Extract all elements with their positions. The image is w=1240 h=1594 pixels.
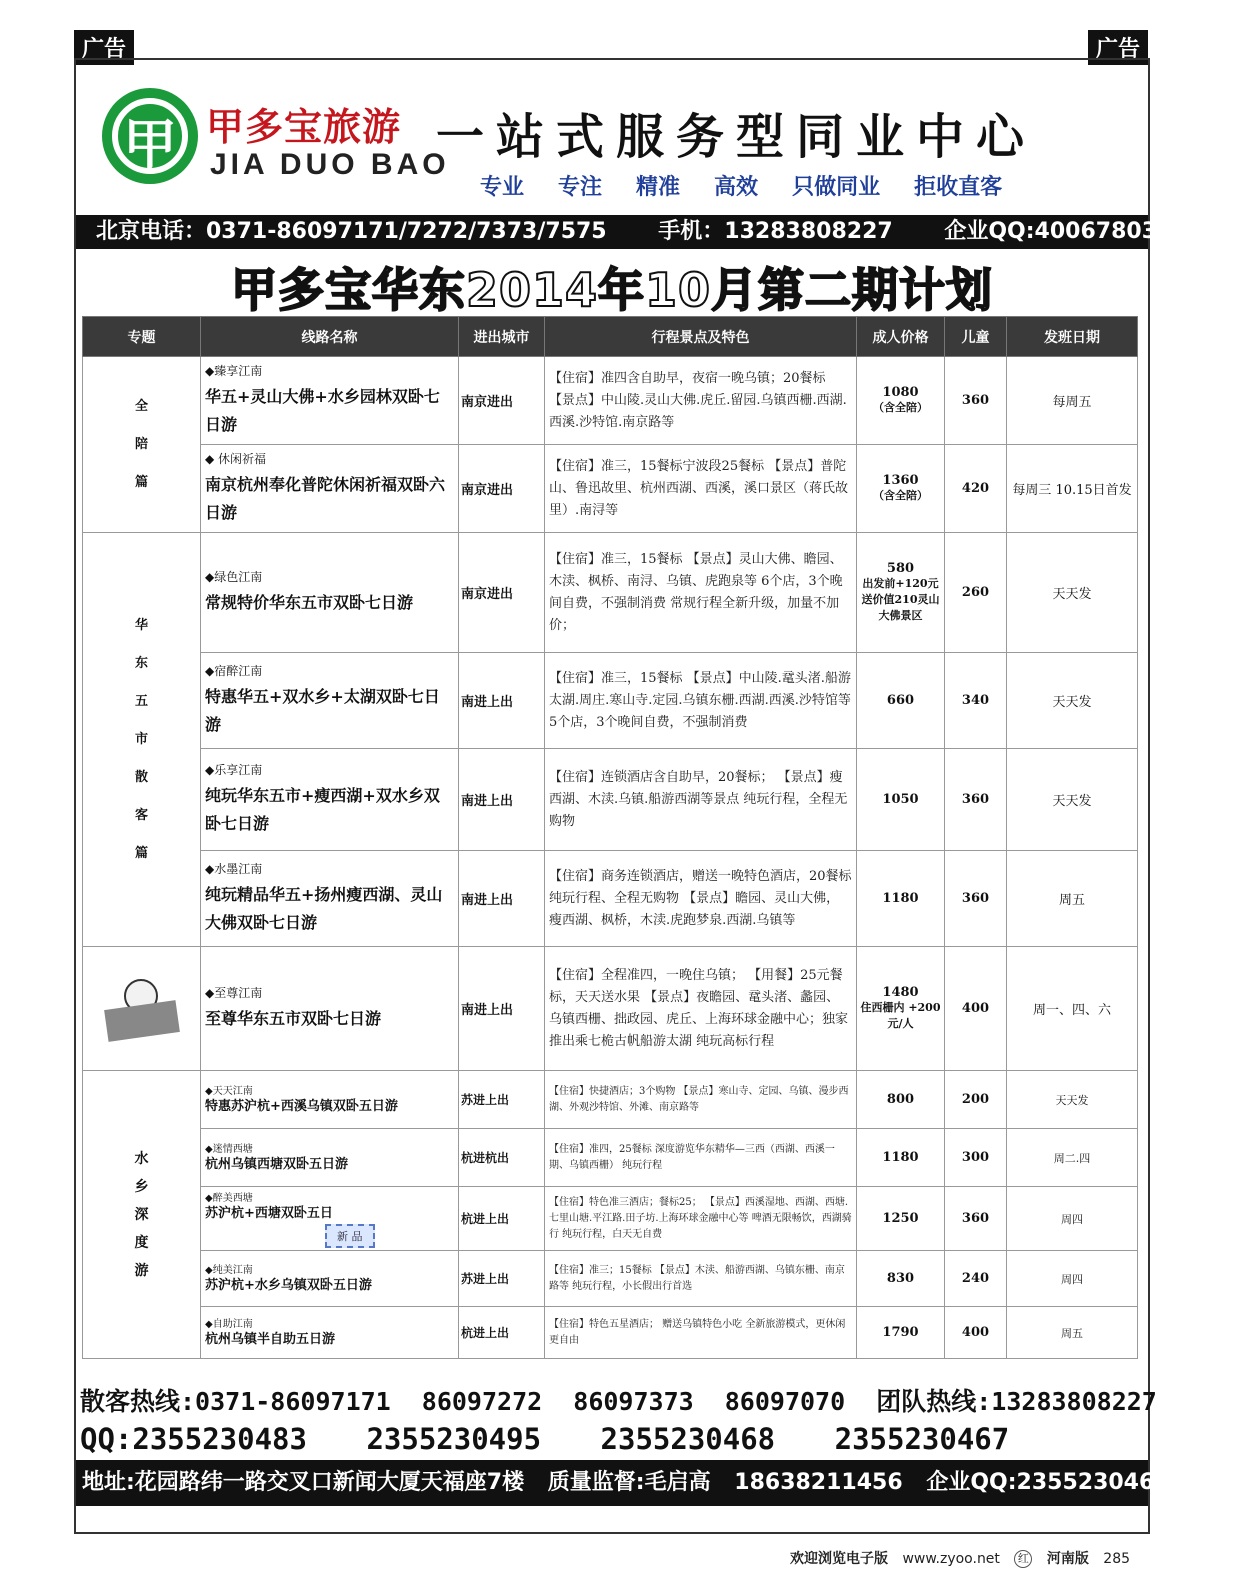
section-label: 水乡深度游 xyxy=(83,1071,201,1359)
city-cell: 杭进杭出 xyxy=(459,1129,545,1187)
page-number: 285 xyxy=(1103,1551,1131,1567)
qq-item: QQ:2355230483 xyxy=(80,1422,307,1456)
tag-item: 专注 xyxy=(558,175,603,200)
route-cell: ◆自助江南 杭州乌镇半自助五日游 xyxy=(201,1307,459,1359)
mascot-cell xyxy=(83,947,201,1071)
itinerary-cell: 【住宿】准四含自助早，夜宿一晚乌镇；20餐标 【景点】中山陵.灵山大佛.虎丘.留园.乌镇西栅.西湖.西溪.沙特馆.南京路等 xyxy=(545,357,857,445)
itinerary-cell: 【住宿】连锁酒店含自助早，20餐标； 【景点】瘦西湖、木渎.乌镇.船游西湖等景点 纯玩行程，全程无购物 xyxy=(545,749,857,851)
footer-url[interactable]: www.zyoo.net xyxy=(902,1551,1000,1567)
itinerary-cell: 【住宿】准三，15餐标 【景点】中山陵.鼋头渚.船游太湖.周庄.寒山寺.定园.乌镇东栅.西湖.西溪.沙特馆等 5个店，3个晚间自费，不强制消费 xyxy=(545,653,857,749)
column-header: 进出城市 xyxy=(459,317,545,357)
table-row xyxy=(83,653,1138,749)
tag-item: 拒收直客 xyxy=(914,175,1003,200)
price-cell: 1360 （含全陪） xyxy=(857,445,945,533)
table-row xyxy=(83,445,1138,533)
child-price-cell: 400 xyxy=(945,1307,1007,1359)
qq-item: 2355230467 xyxy=(834,1422,1010,1456)
column-header: 发班日期 xyxy=(1007,317,1138,357)
table-row xyxy=(83,1307,1138,1359)
price-cell: 1180 xyxy=(857,1129,945,1187)
ad-page xyxy=(74,58,1188,1534)
itinerary-cell: 【住宿】特色五星酒店； 赠送乌镇特色小吃 全新旅游模式，更休闲更自由 xyxy=(545,1307,857,1359)
child-price-cell: 260 xyxy=(945,533,1007,653)
route-cell: ◆ 休闲祈福 南京杭州奉化普陀休闲祈福双卧六日游 xyxy=(201,445,459,533)
child-price-cell: 240 xyxy=(945,1251,1007,1307)
publication-mark-icon: 红 xyxy=(1014,1550,1032,1568)
route-cell: ◆宿醉江南 特惠华五+双水乡+太湖双卧七日游 xyxy=(201,653,459,749)
tag-item: 只做同业 xyxy=(792,175,881,200)
departure-cell: 每周五 xyxy=(1007,357,1138,445)
table-row xyxy=(83,851,1138,947)
section-label: 全陪篇 xyxy=(83,357,201,533)
city-cell: 南进上出 xyxy=(459,653,545,749)
departure-cell: 周五 xyxy=(1007,851,1138,947)
table-row xyxy=(83,1129,1138,1187)
child-price-cell: 360 xyxy=(945,1187,1007,1251)
qq-item: 2355230468 xyxy=(600,1422,776,1456)
city-cell: 苏进上出 xyxy=(459,1071,545,1129)
enterprise-qq: 企业QQ:4006780371 xyxy=(944,219,1188,244)
ad-tag-right: 广告 xyxy=(1088,30,1148,65)
city-cell: 苏进上出 xyxy=(459,1251,545,1307)
tag-item: 精准 xyxy=(636,175,681,200)
route-cell: ◆天天江南 特惠苏沪杭+西溪乌镇双卧五日游 xyxy=(201,1071,459,1129)
price-cell: 830 xyxy=(857,1251,945,1307)
footer-edition: 河南版 xyxy=(1046,1551,1089,1567)
hotline-item: 86097070 xyxy=(724,1387,846,1416)
price-cell: 1480 住西栅内 +200元/人 xyxy=(857,947,945,1071)
supervisor-phone: 18638211456 xyxy=(734,1470,903,1495)
itinerary-cell: 【住宿】快捷酒店；3个购物 【景点】寒山寺、定园、乌镇、漫步西湖、外观沙特馆、外滩、南京路等 xyxy=(545,1071,857,1129)
hotline-item: 散客热线:0371-86097171 xyxy=(80,1387,391,1416)
brand-logo-icon: 甲 xyxy=(102,88,198,184)
hotline-item: 团队热线:13283808227 xyxy=(876,1387,1157,1416)
hotlines xyxy=(80,1382,1157,1456)
route-cell: ◆至尊江南 至尊华东五市双卧七日游 xyxy=(201,947,459,1071)
hotline-item: 86097373 xyxy=(573,1387,694,1416)
route-cell: ◆乐享江南 纯玩华东五市+瘦西湖+双水乡双卧七日游 xyxy=(201,749,459,851)
departure-cell: 天天发 xyxy=(1007,749,1138,851)
ad-tag-left: 广告 xyxy=(74,30,134,65)
child-price-cell: 300 xyxy=(945,1129,1007,1187)
itinerary-cell: 【住宿】准三，15餐标 【景点】灵山大佛、瞻园、木渎、枫桥、南浔、乌镇、虎跑泉等 6个店，3个晚间自费，不强制消费 常规行程全新升级，加量不加价； xyxy=(545,533,857,653)
city-cell: 南京进出 xyxy=(459,445,545,533)
table-row xyxy=(83,357,1138,445)
route-cell: ◆纯美江南 苏沪杭+水乡乌镇双卧五日游 xyxy=(201,1251,459,1307)
mobile-phone: 手机：13283808227 xyxy=(658,219,893,244)
brand-name-en: JIA DUO BAO xyxy=(210,148,450,181)
route-cell: ◆水墨江南 纯玩精品华五+扬州瘦西湖、灵山大佛双卧七日游 xyxy=(201,851,459,947)
city-cell: 南进上出 xyxy=(459,749,545,851)
enterprise-qq-footer: 企业QQ:2355230467 xyxy=(926,1470,1170,1495)
contact-bar xyxy=(76,215,1188,249)
price-cell: 580 出发前+120元送价值210灵山大佛景区 xyxy=(857,533,945,653)
price-cell: 1250 xyxy=(857,1187,945,1251)
hotline-item: 86097272 xyxy=(421,1387,543,1416)
route-cell: ◆臻享江南 华五+灵山大佛+水乡园林双卧七日游 xyxy=(201,357,459,445)
qq-item: 2355230495 xyxy=(366,1422,542,1456)
column-header: 成人价格 xyxy=(857,317,945,357)
table-row xyxy=(83,749,1138,851)
page-footer xyxy=(790,1548,1140,1568)
city-cell: 杭进上出 xyxy=(459,1187,545,1251)
price-cell: 800 xyxy=(857,1071,945,1129)
child-price-cell: 340 xyxy=(945,653,1007,749)
departure-cell: 天天发 xyxy=(1007,533,1138,653)
departure-cell: 周五 xyxy=(1007,1307,1138,1359)
quality-supervisor: 质量监督:毛启高 xyxy=(547,1470,711,1495)
departure-cell: 每周三 10.15日首发 xyxy=(1007,445,1138,533)
tag-item: 高效 xyxy=(714,175,759,200)
tag-item: 专业 xyxy=(480,175,525,200)
itinerary-cell: 【住宿】准三；15餐标 【景点】木渎、船游西湖、乌镇东栅、南京路等 纯玩行程，小长假出行首选 xyxy=(545,1251,857,1307)
slogan: 一站式服务型同业中心 xyxy=(436,109,1037,165)
departure-cell: 周一、四、六 xyxy=(1007,947,1138,1071)
footer-welcome: 欢迎浏览电子版 xyxy=(790,1551,888,1567)
address: 地址:花园路纬一路交叉口新闻大厦天福座7楼 xyxy=(82,1470,525,1495)
table-row xyxy=(83,1071,1138,1129)
price-cell: 1790 xyxy=(857,1307,945,1359)
departure-cell: 周四 xyxy=(1007,1251,1138,1307)
route-cell: ◆醉美西塘 苏沪杭+西塘双卧五日 新 品 xyxy=(201,1187,459,1251)
child-price-cell: 200 xyxy=(945,1071,1007,1129)
column-header: 儿童 xyxy=(945,317,1007,357)
table-row xyxy=(83,947,1138,1071)
price-cell: 1180 xyxy=(857,851,945,947)
section-label: 华东五市散客篇 xyxy=(83,533,201,947)
price-cell: 660 xyxy=(857,653,945,749)
mascot-icon xyxy=(102,975,182,1043)
departure-cell: 周二.四 xyxy=(1007,1129,1138,1187)
new-product-badge: 新 品 xyxy=(325,1224,375,1248)
city-cell: 南进上出 xyxy=(459,851,545,947)
child-price-cell: 420 xyxy=(945,445,1007,533)
header xyxy=(76,60,1148,215)
child-price-cell: 360 xyxy=(945,357,1007,445)
city-cell: 南京进出 xyxy=(459,533,545,653)
itinerary-cell: 【住宿】全程准四，一晚住乌镇； 【用餐】25元餐标，天天送水果 【景点】夜瞻园、鼋头渚、蠡园、乌镇西栅、拙政园、虎丘、上海环球金融中心；独家推出乘七桅古帆船游太湖 纯玩高标行程 xyxy=(545,947,857,1071)
table-row xyxy=(83,1251,1138,1307)
table-row xyxy=(83,1187,1138,1251)
price-cell: 1050 xyxy=(857,749,945,851)
child-price-cell: 360 xyxy=(945,851,1007,947)
itinerary-cell: 【住宿】准三，15餐标宁波段25餐标 【景点】普陀山、鲁迅故里、杭州西湖、西溪，溪口景区（蒋氏故里）.南浔等 xyxy=(545,445,857,533)
brand-name-cn: 甲多宝旅游 xyxy=(206,105,402,149)
address-bar xyxy=(76,1460,1170,1506)
plan-title: 甲多宝华东2014年10月第二期计划 xyxy=(230,263,994,317)
route-cell: ◆绿色江南 常规特价华东五市双卧七日游 xyxy=(201,533,459,653)
itinerary-cell: 【住宿】准四，25餐标 深度游览华东精华—三西（西湖、西溪一期、乌镇西栅） 纯玩行程 xyxy=(545,1129,857,1187)
price-cell: 1080 （含全陪） xyxy=(857,357,945,445)
office-phone: 北京电话：0371-86097171/7272/7373/7575 xyxy=(96,219,607,244)
city-cell: 南进上出 xyxy=(459,947,545,1071)
table-row xyxy=(83,533,1138,653)
tag-list xyxy=(480,170,1036,201)
departure-cell: 天天发 xyxy=(1007,1071,1138,1129)
child-price-cell: 400 xyxy=(945,947,1007,1071)
route-table xyxy=(82,316,1138,1359)
column-header: 线路名称 xyxy=(201,317,459,357)
child-price-cell: 360 xyxy=(945,749,1007,851)
itinerary-cell: 【住宿】特色准三酒店；餐标25； 【景点】西溪湿地、西湖、西塘.七里山塘.平江路.田子坊.上海环球金融中心等 啤酒无限畅饮，西湖骑行 纯玩行程，白天无自费 xyxy=(545,1187,857,1251)
table-header-row xyxy=(83,317,1138,357)
itinerary-cell: 【住宿】商务连锁酒店，赠送一晚特色酒店，20餐标 纯玩行程、全程无购物 【景点】瞻园、灵山大佛，瘦西湖、枫桥，木渎.虎跑梦泉.西湖.乌镇等 xyxy=(545,851,857,947)
column-header: 专题 xyxy=(83,317,201,357)
city-cell: 南京进出 xyxy=(459,357,545,445)
city-cell: 杭进上出 xyxy=(459,1307,545,1359)
departure-cell: 周四 xyxy=(1007,1187,1138,1251)
column-header: 行程景点及特色 xyxy=(545,317,857,357)
departure-cell: 天天发 xyxy=(1007,653,1138,749)
route-cell: ◆迷情西塘 杭州乌镇西塘双卧五日游 xyxy=(201,1129,459,1187)
